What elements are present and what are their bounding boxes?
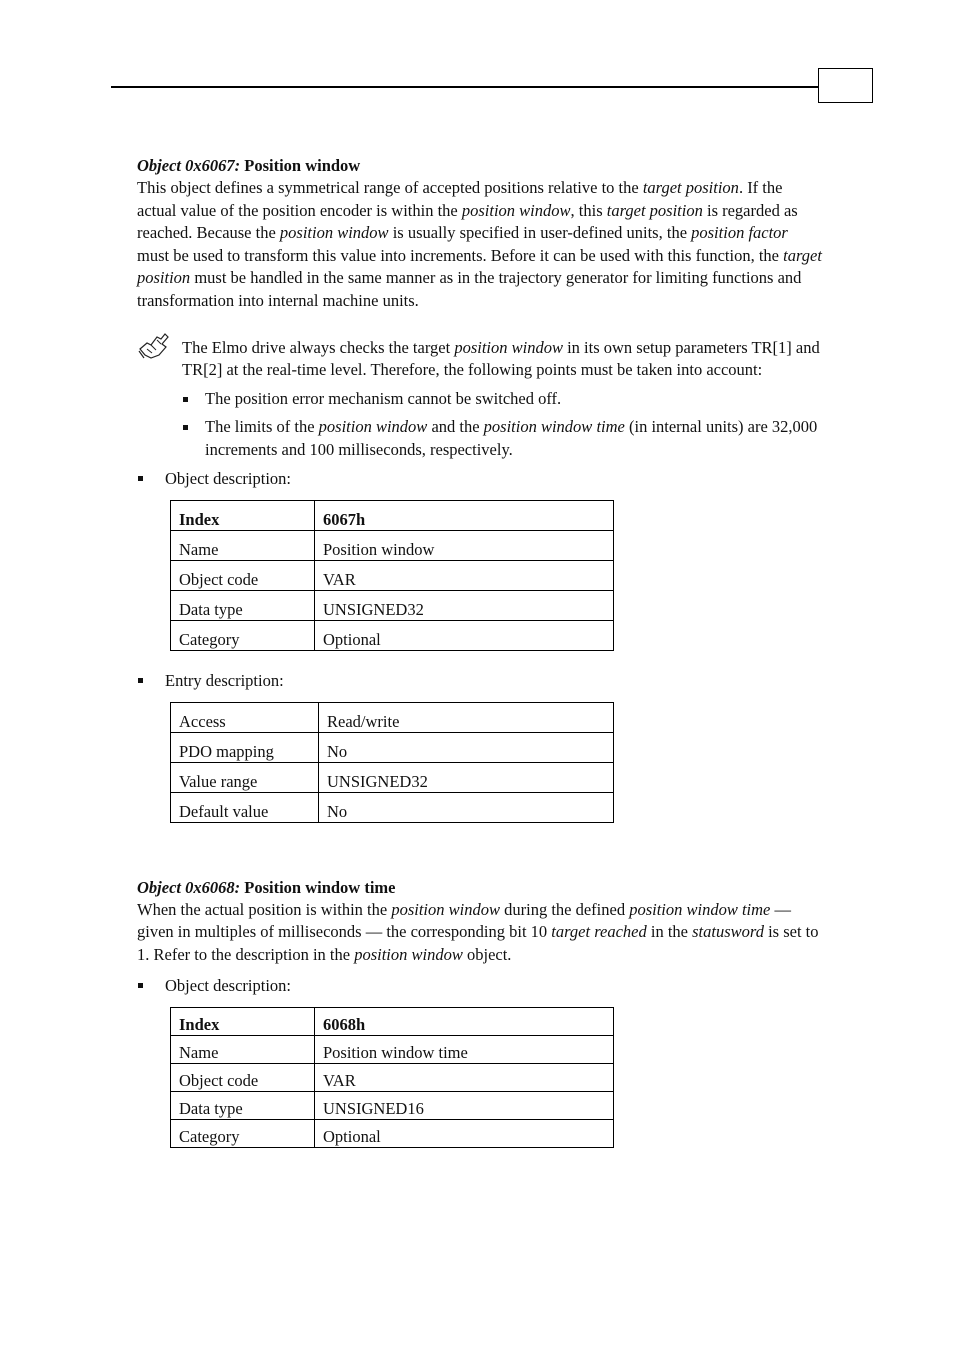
italic-term: position window — [318, 417, 428, 437]
table-row — [171, 1120, 614, 1148]
text-run: , this — [570, 200, 607, 220]
table-value-cell: Read/write — [319, 702, 614, 732]
italic-term: position factor — [691, 223, 788, 243]
square-bullet-icon — [183, 397, 188, 402]
table-key-cell: Index — [171, 500, 315, 530]
text-run: When the actual position is within the — [137, 899, 392, 919]
header-rule — [111, 86, 819, 88]
object-description-item — [137, 975, 822, 997]
section-heading-6068 — [137, 877, 822, 899]
table-key-cell: Value range — [171, 762, 319, 792]
table-value-cell: UNSIGNED16 — [315, 1092, 614, 1120]
square-bullet-icon — [138, 983, 143, 988]
table-key-cell: Name — [171, 530, 315, 560]
text-run: This object defines a symmetrical range of accepted positions relative to the — [137, 178, 643, 197]
text-run: . If the actual value of the position encoder is within the — [137, 178, 783, 220]
object-id-label: Object 0x6067: — [137, 156, 241, 175]
table-value-cell: UNSIGNED32 — [315, 590, 614, 620]
text-run: in the — [646, 922, 693, 942]
italic-term: statusword — [692, 922, 764, 942]
text-run: — given in multiples of milliseconds — the corresponding bit 10 — [137, 899, 792, 942]
note-hand-icon — [137, 331, 171, 361]
note-text — [182, 337, 822, 382]
note-block — [137, 337, 822, 462]
note-bullet-text — [205, 417, 817, 459]
text-run: is set to 1. Refer to the description in the — [137, 922, 819, 964]
italic-term: position window — [279, 223, 389, 243]
text-run: is usually specified in user-defined units, the — [388, 223, 692, 243]
table-row — [171, 792, 614, 822]
table-row — [171, 702, 614, 732]
table-row — [171, 590, 614, 620]
text-run: The Elmo drive always checks the target — [182, 337, 455, 357]
text-run: is regarded as reached. Because the — [137, 200, 798, 243]
note-bullet-list — [182, 388, 822, 462]
table-key-cell: Category — [171, 620, 315, 650]
table-key-cell: Name — [171, 1036, 315, 1064]
table-key-cell: Default value — [171, 792, 319, 822]
italic-term: position window — [391, 899, 500, 919]
table-key-cell: Data type — [171, 590, 315, 620]
italic-term: target position — [642, 178, 739, 197]
italic-term: position window — [461, 200, 571, 220]
object-description-item — [137, 468, 822, 490]
table-key-cell: Index — [171, 1008, 315, 1036]
square-bullet-icon — [138, 678, 143, 683]
italic-term: position window time — [629, 899, 771, 919]
table-value-cell: VAR — [315, 1064, 614, 1092]
table-row — [171, 500, 614, 530]
section-heading-6067 — [137, 155, 822, 177]
text-run: object. — [462, 944, 512, 964]
square-bullet-icon — [183, 425, 188, 430]
table-key-cell: Category — [171, 1120, 315, 1148]
section-title: Position window — [244, 156, 361, 175]
text-run: must be handled in the same manner as in the trajectory generator for limiting functions and transformation into internal machine units. — [137, 268, 802, 310]
table-key-cell: Data type — [171, 1092, 315, 1120]
table-row — [171, 560, 614, 590]
entry-description-table — [170, 702, 614, 823]
note-bullet-text — [205, 389, 561, 408]
table-value-cell: 6068h — [315, 1008, 614, 1036]
italic-term: target position — [137, 245, 822, 288]
table-key-cell: Object code — [171, 1064, 315, 1092]
table-row — [171, 762, 614, 792]
table-key-cell: Access — [171, 702, 319, 732]
object-description-label: Object description: — [165, 468, 292, 488]
italic-term: position window time — [483, 417, 625, 437]
table-key-cell: PDO mapping — [171, 732, 319, 762]
text-run: and the — [427, 417, 484, 437]
table-row — [171, 620, 614, 650]
italic-term: target reached — [551, 922, 647, 942]
square-bullet-icon — [138, 476, 143, 481]
object-id-label: Object 0x6068: — [137, 877, 241, 897]
italic-term: position window — [454, 337, 563, 357]
table-value-cell: Optional — [315, 1120, 614, 1148]
table-row — [171, 1036, 614, 1064]
text-run: The position error mechanism cannot be switched off. — [205, 388, 562, 408]
page-content — [137, 155, 822, 1148]
text-run: during the defined — [499, 899, 630, 919]
table-row — [171, 1092, 614, 1120]
table-key-cell: Object code — [171, 560, 315, 590]
table-value-cell: UNSIGNED32 — [319, 762, 614, 792]
section-paragraph — [137, 177, 822, 313]
table-value-cell: VAR — [315, 560, 614, 590]
table-value-cell: Position window time — [315, 1036, 614, 1064]
table-row — [171, 1064, 614, 1092]
note-bullet-item — [182, 388, 822, 411]
entry-description-label: Entry description: — [165, 670, 284, 690]
table-row — [171, 530, 614, 560]
table-row — [171, 732, 614, 762]
table-value-cell: No — [319, 792, 614, 822]
table-value-cell: No — [319, 732, 614, 762]
table-value-cell: Optional — [315, 620, 614, 650]
note-bullet-item — [182, 416, 822, 461]
italic-term: position window — [354, 944, 463, 964]
entry-description-item — [137, 670, 822, 692]
table-value-cell: 6067h — [315, 500, 614, 530]
text-run: in its own setup parameters TR[1] and TR[2] at the real-time level. Therefore, the following points must be taken into account: — [182, 337, 820, 380]
object-description-label: Object description: — [165, 976, 292, 996]
table-row — [171, 1008, 614, 1036]
text-run: must be used to transform this value into increments. Before it can be used with this function, the — [137, 245, 784, 265]
object-description-table — [170, 500, 614, 651]
page-number-box — [818, 68, 873, 103]
text-run: (in internal units) are 32,000 increments and 100 milliseconds, respectively. — [205, 417, 818, 459]
section-title: Position window time — [244, 877, 396, 897]
text-run: The limits of the — [205, 417, 319, 437]
italic-term: target position — [606, 200, 703, 220]
section-paragraph — [137, 899, 822, 967]
object-description-table — [170, 1007, 614, 1148]
table-value-cell: Position window — [315, 530, 614, 560]
